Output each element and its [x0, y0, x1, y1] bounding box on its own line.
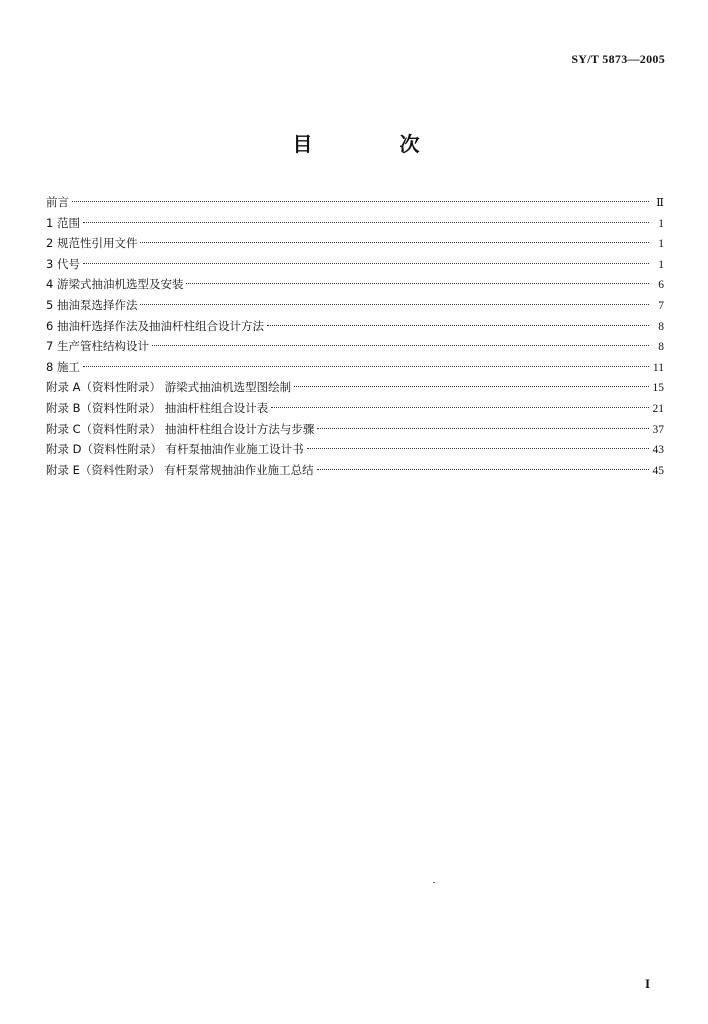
toc-entry-label: 前言 [46, 195, 69, 209]
toc-entry-page: 7 [658, 299, 664, 312]
toc-entry-label: 附录 E（资料性附录） 有杆泵常规抽油作业施工总结 [46, 462, 314, 477]
toc-entry-page: 6 [658, 279, 664, 292]
toc-entry-page: 45 [652, 464, 664, 477]
scan-speck [433, 882, 435, 883]
toc-entry-5[interactable] [46, 295, 664, 316]
page-title: 目 次 [292, 132, 460, 156]
toc-entry-appendix-b[interactable] [46, 398, 664, 419]
dot-leader [186, 283, 649, 284]
dot-leader [140, 304, 649, 305]
toc-entry-label: 2 规范性引用文件 [46, 236, 138, 251]
toc-entry-label: 1 范围 [46, 215, 80, 230]
dot-leader [83, 222, 649, 223]
toc-entry-page: 1 [658, 238, 664, 251]
toc-entry-label: 8 施工 [46, 359, 80, 374]
toc-entry-appendix-e[interactable] [46, 460, 664, 481]
toc-entry-label: 附录 D（资料性附录） 有杆泵抽油作业施工设计书 [46, 442, 304, 457]
table-of-contents [46, 192, 664, 480]
toc-entry-label: 6 抽油杆选择作法及抽油杆柱组合设计方法 [46, 318, 264, 333]
toc-entry-8[interactable] [46, 357, 664, 378]
toc-entry-7[interactable] [46, 336, 664, 357]
toc-entry-appendix-d[interactable] [46, 439, 664, 460]
page-number: I [644, 976, 650, 991]
toc-entry-page: 37 [652, 423, 664, 436]
dot-leader [294, 386, 649, 387]
toc-entry-page: 15 [652, 382, 664, 395]
toc-entry-page: 21 [652, 402, 664, 415]
toc-entry-1[interactable] [46, 213, 664, 234]
dot-leader [317, 428, 649, 429]
dot-leader [307, 448, 649, 449]
toc-entry-page: 1 [658, 258, 664, 271]
document-code: SY/T 5873—2005 [571, 52, 665, 66]
dot-leader [140, 242, 649, 243]
toc-entry-appendix-a[interactable] [46, 377, 664, 398]
toc-entry-page: 8 [658, 320, 664, 333]
toc-entry-page: Ⅱ [656, 197, 664, 209]
toc-entry-label: 3 代号 [46, 256, 80, 271]
toc-entry-page: 43 [652, 444, 664, 457]
toc-entry-label: 5 抽油泵选择作法 [46, 297, 138, 312]
dot-leader [152, 345, 649, 346]
toc-entry-label: 7 生产管柱结构设计 [46, 339, 149, 354]
dot-leader [317, 469, 649, 470]
toc-entry-label: 附录 C（资料性附录） 抽油杆柱组合设计方法与步骤 [46, 421, 315, 436]
toc-entry-label: 附录 A（资料性附录） 游梁式抽油机选型图绘制 [46, 380, 292, 395]
toc-entry-page: 8 [658, 341, 664, 354]
toc-entry-2[interactable] [46, 233, 664, 254]
dot-leader [267, 325, 649, 326]
dot-leader [83, 263, 649, 264]
toc-entry-label: 4 游梁式抽油机选型及安装 [46, 277, 184, 292]
toc-entry-page: 11 [652, 361, 664, 374]
dot-leader [72, 201, 649, 202]
toc-entry-appendix-c[interactable] [46, 419, 664, 440]
toc-entry-4[interactable] [46, 274, 664, 295]
toc-entry-label: 附录 B（资料性附录） 抽油杆柱组合设计表 [46, 400, 269, 415]
toc-entry-foreword[interactable] [46, 192, 664, 213]
toc-entry-page: 1 [658, 217, 664, 230]
toc-entry-6[interactable] [46, 316, 664, 337]
toc-entry-3[interactable] [46, 254, 664, 275]
dot-leader [83, 366, 649, 367]
dot-leader [271, 407, 649, 408]
